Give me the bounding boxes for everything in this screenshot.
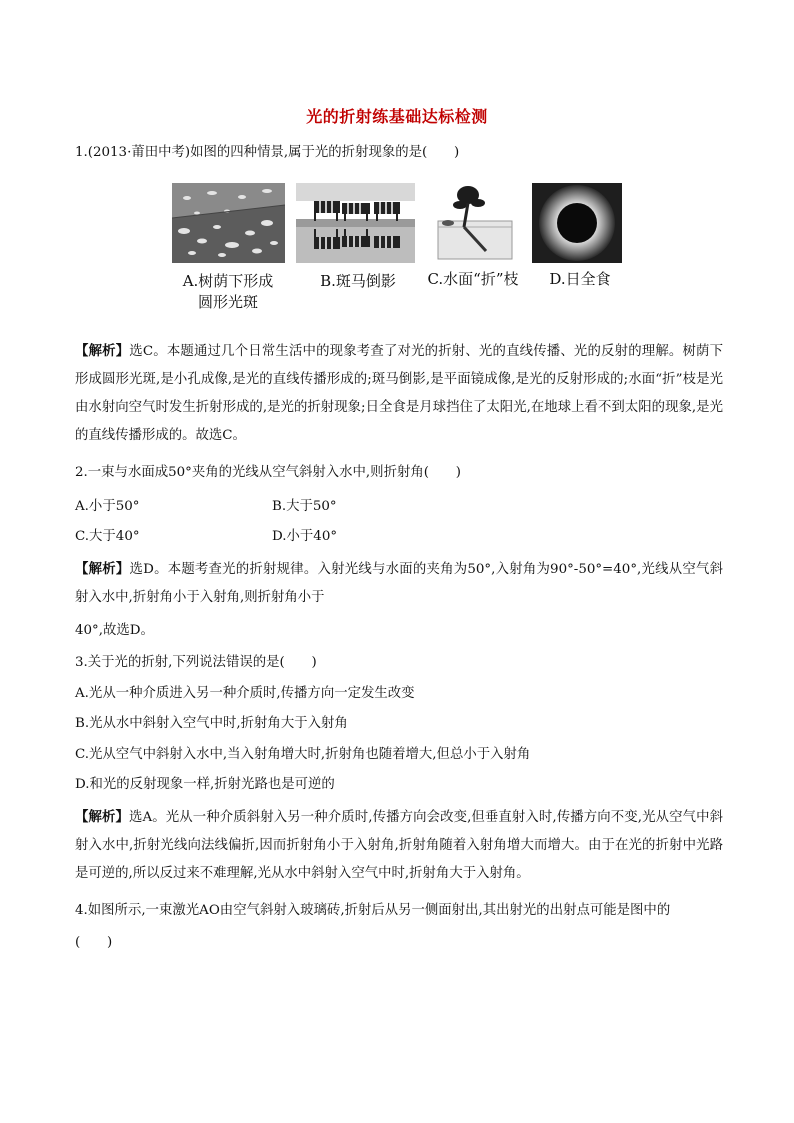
question-3-option-a: A.光从一种介质进入另一种介质时,传播方向一定发生改变 — [75, 686, 415, 701]
zebra-reflection-image — [296, 183, 415, 263]
question-2-stem: 2.一束与水面成50°夹角的光线从空气斜射入水中,则折射角( ) — [75, 465, 461, 480]
option-a-caption-line1: A.树荫下形成 — [182, 272, 274, 290]
question-2-option-d: D.小于40° — [272, 529, 338, 544]
analysis-text: 选D。本题考查光的折射规律。入射光线与水面的夹角为50°,入射角为90°-50°=40°,光线从空气斜射入水中,折射角小于入射角,则折射角小于 — [75, 562, 723, 605]
question-4-stem-text: 4.如图所示,一束激光AO由空气斜射入玻璃砖,折射后从另一侧面射出,其出射光的出射点可能是图中的 — [75, 903, 671, 918]
question-4-stem-end: ( ) — [75, 935, 113, 950]
analysis-tag: 【解析】 — [75, 561, 130, 577]
analysis-text: 选A。光从一种介质斜射入另一种介质时,传播方向会改变,但垂直射入时,传播方向不变,光从空气中斜射入水中,折射光线向法线偏折,因而折射角小于入射角,折射角随着入射角增大而增大。由于在光的折射中光路是可逆的,所以反过来不难理解,光从水中斜射入空气中时,折射角大于入射角。 — [75, 810, 724, 881]
question-3-option-d: D.和光的反射现象一样,折射光路也是可逆的 — [75, 777, 335, 792]
option-a-caption-line2: 圆形光斑 — [197, 293, 258, 311]
question-3-analysis — [75, 803, 723, 888]
option-b-caption: B.斑马倒影 — [320, 272, 396, 290]
question-3-option-c: C.光从空气中斜射入水中,当入射角增大时,折射角也随着增大,但总小于入射角 — [75, 747, 531, 762]
bent-branch-image — [434, 183, 516, 263]
tree-shade-light-spots-image — [172, 183, 285, 263]
option-c-caption: C.水面“折”枝 — [427, 270, 519, 288]
question-1-figure — [0, 183, 794, 313]
question-2-option-b: B.大于50° — [272, 499, 337, 514]
analysis-text: 选C。本题通过几个日常生活中的现象考查了对光的折射、光的直线传播、光的反射的理解。树荫下形成圆形光斑,是小孔成像,是光的直线传播形成的;斑马倒影,是平面镜成像,是光的反射形成的;水面“折”枝是光由水射向空气时发生折射形成的,是光的折射现象;日全食是月球挡住了太阳光,在地球上看不到太阳的现象,是光的直线传播形成的。故选C。 — [75, 344, 723, 443]
question-2-option-a: A.小于50° — [75, 499, 140, 514]
page-title: 光的折射练基础达标检测 — [306, 107, 488, 126]
question-2-analysis — [75, 555, 723, 612]
solar-eclipse-image — [532, 183, 622, 263]
question-2-analysis-end: 40°,故选D。 — [75, 623, 154, 638]
option-a-caption — [168, 271, 288, 313]
analysis-tag: 【解析】 — [75, 343, 130, 359]
option-d-caption: D.日全食 — [549, 270, 611, 288]
question-4-stem — [75, 897, 723, 925]
question-3-option-b: B.光从水中斜射入空气中时,折射角大于入射角 — [75, 716, 348, 731]
question-3-stem: 3.关于光的折射,下列说法错误的是( ) — [75, 655, 317, 670]
analysis-tag: 【解析】 — [75, 809, 129, 825]
question-1-stem: 1.(2013·莆田中考)如图的四种情景,属于光的折射现象的是( ) — [75, 145, 460, 160]
question-1-analysis — [75, 337, 723, 450]
question-2-option-c: C.大于40° — [75, 529, 140, 544]
